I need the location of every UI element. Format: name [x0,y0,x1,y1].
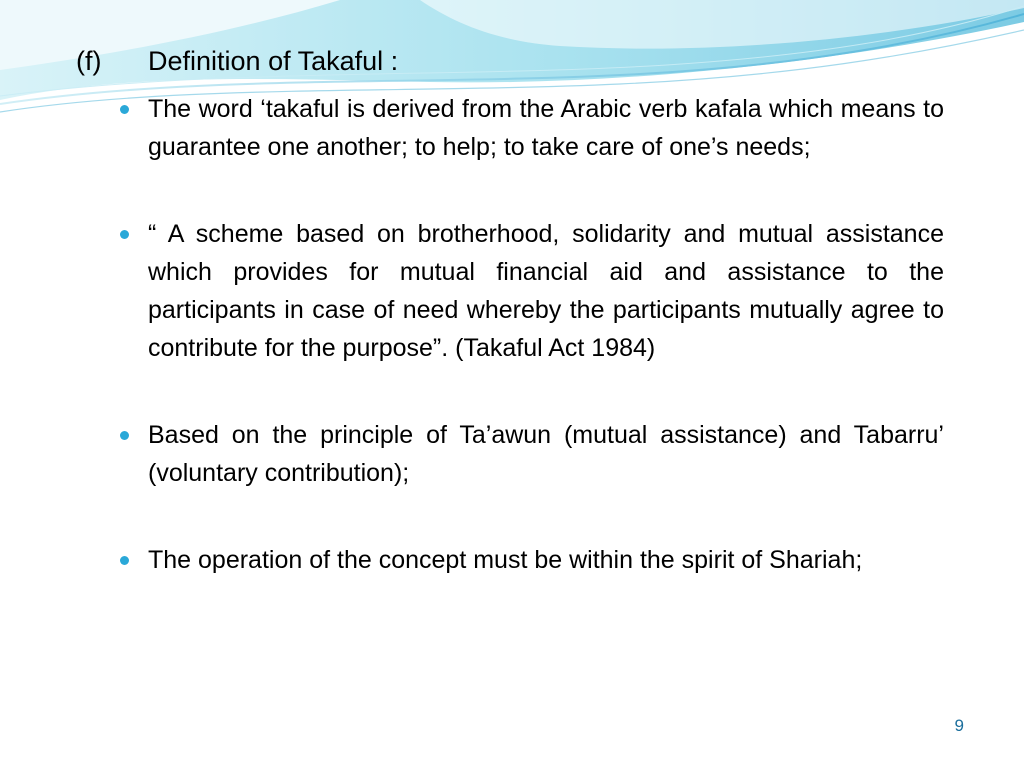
bullet-text: The word ‘takaful is derived from the Arabic verb kafala which means to guarantee one another; to help; to take care of one’s needs; [148,95,944,161]
bullet-item [148,90,944,166]
bullet-dot-icon [120,105,129,114]
heading-text: Definition of Takaful : [148,46,399,76]
bullet-dot-icon [120,431,129,440]
slide-page-number: 9 [954,716,964,735]
slide-heading [76,42,398,80]
bullet-text: “ A scheme based on brotherhood, solidarity and mutual assistance which provides for mutual financial aid and assistance to the participants in case of need whereby the participants mutually agree to contribute for the purpose”. (Takaful Act 1984) [148,220,944,362]
bullet-dot-icon [120,556,129,565]
bullet-item [148,416,944,492]
bullet-item [148,541,944,579]
bullet-text: Based on the principle of Ta’awun (mutual assistance) and Tabarru’ (voluntary contribution); [148,421,944,487]
bullet-list [148,90,944,579]
bullet-text: The operation of the concept must be within the spirit of Shariah; [148,546,863,574]
bullet-item [148,215,944,367]
bullet-dot-icon [120,230,129,239]
heading-marker: (f) [76,46,102,76]
